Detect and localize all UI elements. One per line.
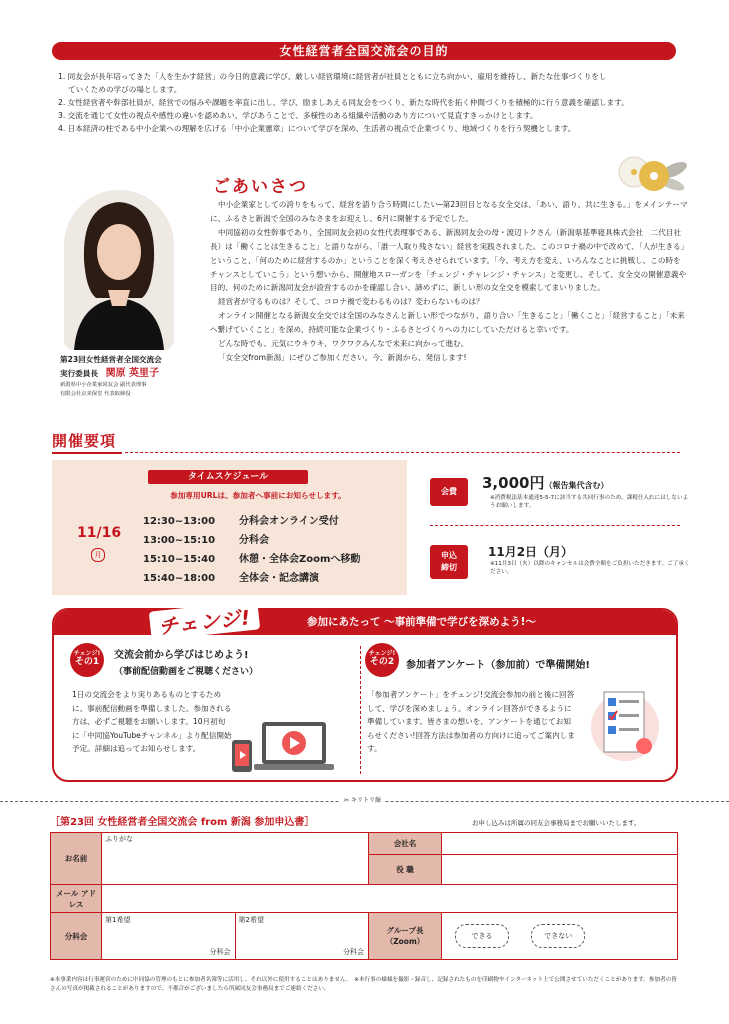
purpose-item-1: 1. 同友会が長年培ってきた「人を生かす経営」の今日的意義に学び、厳しい経営環境に経営者が社員とともに立ち向かい、雇用を維持し、新たな仕事づくりをし: [58, 72, 607, 81]
greeting-paragraph: 中同協初の女性幹事であり、全国同友会初の女性代表理事である、新潟同友会の母・渡辺トクさん（新潟県基準寝具株式会社 二代目社長）は「働くことは生きること」と語りながら、「誰一人取り残さない」経営を実践されました。このコロナ禍の中で改めて、「人が生きる」ということ、「何のために経営するのか」ということを深く考えさせられています。「今、考え方を変え、いろんなことに挑戦し、この時をチャンスとしていこう」という想いから、開催地スローガンを「チェンジ・チャレンジ・チャンス」と変更し、そして、女全交の開催意義や目的、何のために新潟同友会が設営するのかを確認し合い、諦めずに、新しい形の女全交を模索してまいりました。: [210, 227, 687, 293]
change-logo: チェンジ!: [149, 600, 260, 640]
greeting-paragraph: 中小企業家としての誇りをもって、経営を語り合う時間にしたい─第23回目となる女全交は、「あい、語り、共に生きる。」をメインテーマに、ふるさと新潟で全国のみなさまをお迎えし、6月に開催する予定でした。: [210, 200, 688, 223]
group-leader-label: グループ長（Zoom）: [369, 913, 442, 960]
speaker-title-line: [60, 367, 210, 381]
purpose-item-4: 4. 日本経済の柱である中小企業への理解を広げる「中小企業憲章」について学びを深め、生活者の視点で企業づくり、地域づくりを行う契機とします。: [58, 124, 576, 133]
form-note: お申し込みは所属の同友会事務局までお願いいたします。: [472, 819, 641, 827]
deadline-value: 11月2日（月）: [488, 545, 574, 559]
choice-2-label: 第2希望: [238, 916, 264, 924]
overview-underline: [52, 452, 122, 454]
furigana-label: ふりがな: [105, 835, 133, 843]
name-field[interactable]: [102, 833, 369, 885]
speaker-event: 第23回女性経営者全国交流会: [60, 355, 162, 364]
schedule-time: 12:30~13:00: [143, 516, 216, 527]
position-field[interactable]: [442, 855, 678, 885]
change-item1-subheading: （事前配信動画をご視聴ください）: [114, 667, 259, 677]
change-subtitle: 参加にあたって ～事前準備で学びを深めよう!～: [307, 616, 536, 628]
change-badge-1: [70, 643, 104, 677]
speaker-role: 実行委員長: [60, 369, 98, 378]
purpose-list: [58, 70, 698, 135]
change-column-divider: [360, 646, 361, 774]
badge-number: その1: [74, 657, 100, 667]
schedule-row: [143, 512, 360, 531]
greeting-paragraph: 「女全交from新潟」にぜひご参加ください。今、新潟から、発信します!: [218, 352, 467, 362]
cut-label-text: キリトリ線: [350, 797, 381, 804]
choice-2-suffix: 分科会: [343, 948, 364, 956]
change-item2-body: 「参加者アンケート」をチェンジ!交流会参加の前と後に回答して、学びを深めましょう。オンライン回答ができるように準備しています。皆さまの想いを、アンケートを通じてお知らせください!回答方法は参加者の方向けに追ってご案内します。: [367, 690, 575, 753]
choice-1-suffix: 分科会: [209, 948, 231, 956]
schedule-note: 参加専用URLは、参加者へ事前にお知らせします。: [170, 491, 346, 500]
speaker-name: 関原 英里子: [105, 368, 160, 379]
badge-top: チェンジ!: [73, 650, 101, 657]
schedule-rows: [143, 512, 360, 588]
badge-top: チェンジ!: [368, 650, 396, 657]
email-field[interactable]: [102, 885, 678, 913]
change-item2-heading: 参加者アンケート（参加前）で準備開始!: [406, 660, 590, 671]
purpose-banner: 女性経営者全国交流会の目的: [52, 42, 676, 60]
cut-line-label: ✂ キリトリ線: [340, 795, 385, 804]
overview-title: 開催要項: [52, 432, 117, 450]
bunkakai-label: 分科会: [51, 913, 102, 960]
option-cannot[interactable]: できない: [531, 924, 585, 948]
choice-2-field[interactable]: [236, 913, 369, 959]
schedule-row: [143, 569, 360, 588]
deadline-label-2: 締切: [441, 563, 457, 572]
schedule-time: 15:40~18:00: [143, 573, 216, 584]
position-label: 役 職: [369, 855, 442, 885]
purpose-item-2: 2. 女性経営者や幹部社員が、経営での悩みや課題を率直に出し、学び、励ましあえる同友会をつくり、新たな時代を拓く仲間づくりを積極的に行う意義を確認します。: [58, 98, 629, 107]
fee-amount: 3,000円: [482, 474, 545, 492]
choice-1-field[interactable]: [102, 913, 236, 959]
speaker-photo: [64, 190, 174, 350]
event-date: 11/16: [77, 525, 122, 541]
deadline-label-1: 申込: [441, 551, 457, 560]
schedule-row: [143, 531, 360, 550]
schedule-heading: タイムスケジュール: [148, 470, 308, 484]
greeting-paragraph: オンライン開催となる新潟女全交では全国のみなさんと新しい形でつながり、語り合い「生きること」「働くこと」「経営すること」「未来へ繋げていくこと」を深め、持続可能な企業づくり・ふるさとづくりへの力にしていただけると幸いです。: [210, 311, 685, 335]
form-title: ［第23回 女性経営者全国交流会 from 新潟 参加申込書］: [50, 817, 315, 828]
bunkakai-choices: [102, 913, 369, 960]
form-footnote: ※本事業内容は行事運営のために中同協の管理のもとに参加者名簿等に活用し、それ以外に使用することはありません。 ※本行事の様様を撮影・録音し、記録されたものを印刷物やインターネット上で公開させていただくことがあります。参加者の皆さんの写真が掲載されることがありますので、不都合がございましたら所属同友会事務局までご連絡ください。: [50, 977, 677, 992]
change-item1-body: 1日の交流会をより実りあるものとするために、事前配信動画を準備しました。参加される方は、必ずご視聴をお願いします。10月初旬に「中同協YouTubeチャンネル」より配信開始予定。詳細は追ってお知らせします。: [72, 690, 232, 753]
greeting-title: ごあいさつ: [213, 177, 308, 197]
change-item1-heading: 交流会前から学びはじめよう!: [114, 650, 249, 661]
application-form: [50, 832, 678, 960]
option-can[interactable]: できる: [455, 924, 509, 948]
fee-value: [482, 472, 608, 493]
badge-number: その2: [369, 657, 395, 667]
speaker-affil-2: 有限会社京美保堂 代表取締役: [60, 391, 131, 397]
schedule-label: 休憩・全体会Zoomへ移動: [239, 554, 361, 565]
purpose-item-3: 3. 交流を通じて女性の視点や感性の違いを認めあい、学びあうことで、多様性のある組織や活動のあり方について見直すきっかけとします。: [58, 111, 538, 120]
greeting-paragraph: 経営者が守るものは？そして、コロナ禍で変わるものは？変わらないものは？: [218, 297, 484, 307]
change-badge-2: [365, 643, 399, 677]
company-label: 会社名: [369, 833, 442, 855]
video-device-icon: [232, 718, 344, 774]
schedule-row: [143, 550, 360, 569]
fee-badge: 会費: [430, 478, 468, 506]
schedule-label: 分科会: [239, 535, 269, 546]
choice-1-label: 第1希望: [105, 916, 131, 924]
fee-divider: [430, 525, 680, 526]
purpose-item-1-cont: ていくための学びの場とします。: [68, 85, 182, 94]
group-leader-options: [442, 913, 678, 960]
name-label: お名前: [51, 833, 102, 885]
overview-dashed-line: [125, 452, 680, 453]
fee-suffix: （報告集代含む）: [544, 481, 609, 490]
greeting-body: [210, 198, 688, 365]
schedule-time: 15:10~15:40: [143, 554, 216, 565]
speaker-affil-1: 新潟県中小企業家同友会 副代表理事: [60, 382, 147, 388]
questionnaire-icon: [590, 684, 660, 770]
deadline-badge: [430, 545, 468, 579]
greeting-paragraph: どんな時でも、元気にウキウキ、ワクワクみんなで未来に向かって進む。: [218, 339, 469, 349]
company-field[interactable]: [442, 833, 678, 855]
deadline-note: ※11月3日（火）以降のキャンセルは会費全額をご負担いただきます。ご了承ください。: [490, 561, 690, 575]
schedule-time: 13:00~15:10: [143, 535, 216, 546]
speaker-info: [60, 353, 210, 399]
schedule-label: 分科会オンライン受付: [239, 516, 339, 527]
schedule-label: 全体会・記念講演: [239, 573, 319, 584]
fee-note: ※消費税法基本通達5-5-7に該当する共同行事のため、課税仕入れにはしないようお願いします。: [490, 495, 689, 509]
event-day-of-week: 月: [91, 548, 105, 562]
email-label: メール アドレス: [51, 885, 102, 913]
flower-decoration-icon: [612, 148, 690, 200]
